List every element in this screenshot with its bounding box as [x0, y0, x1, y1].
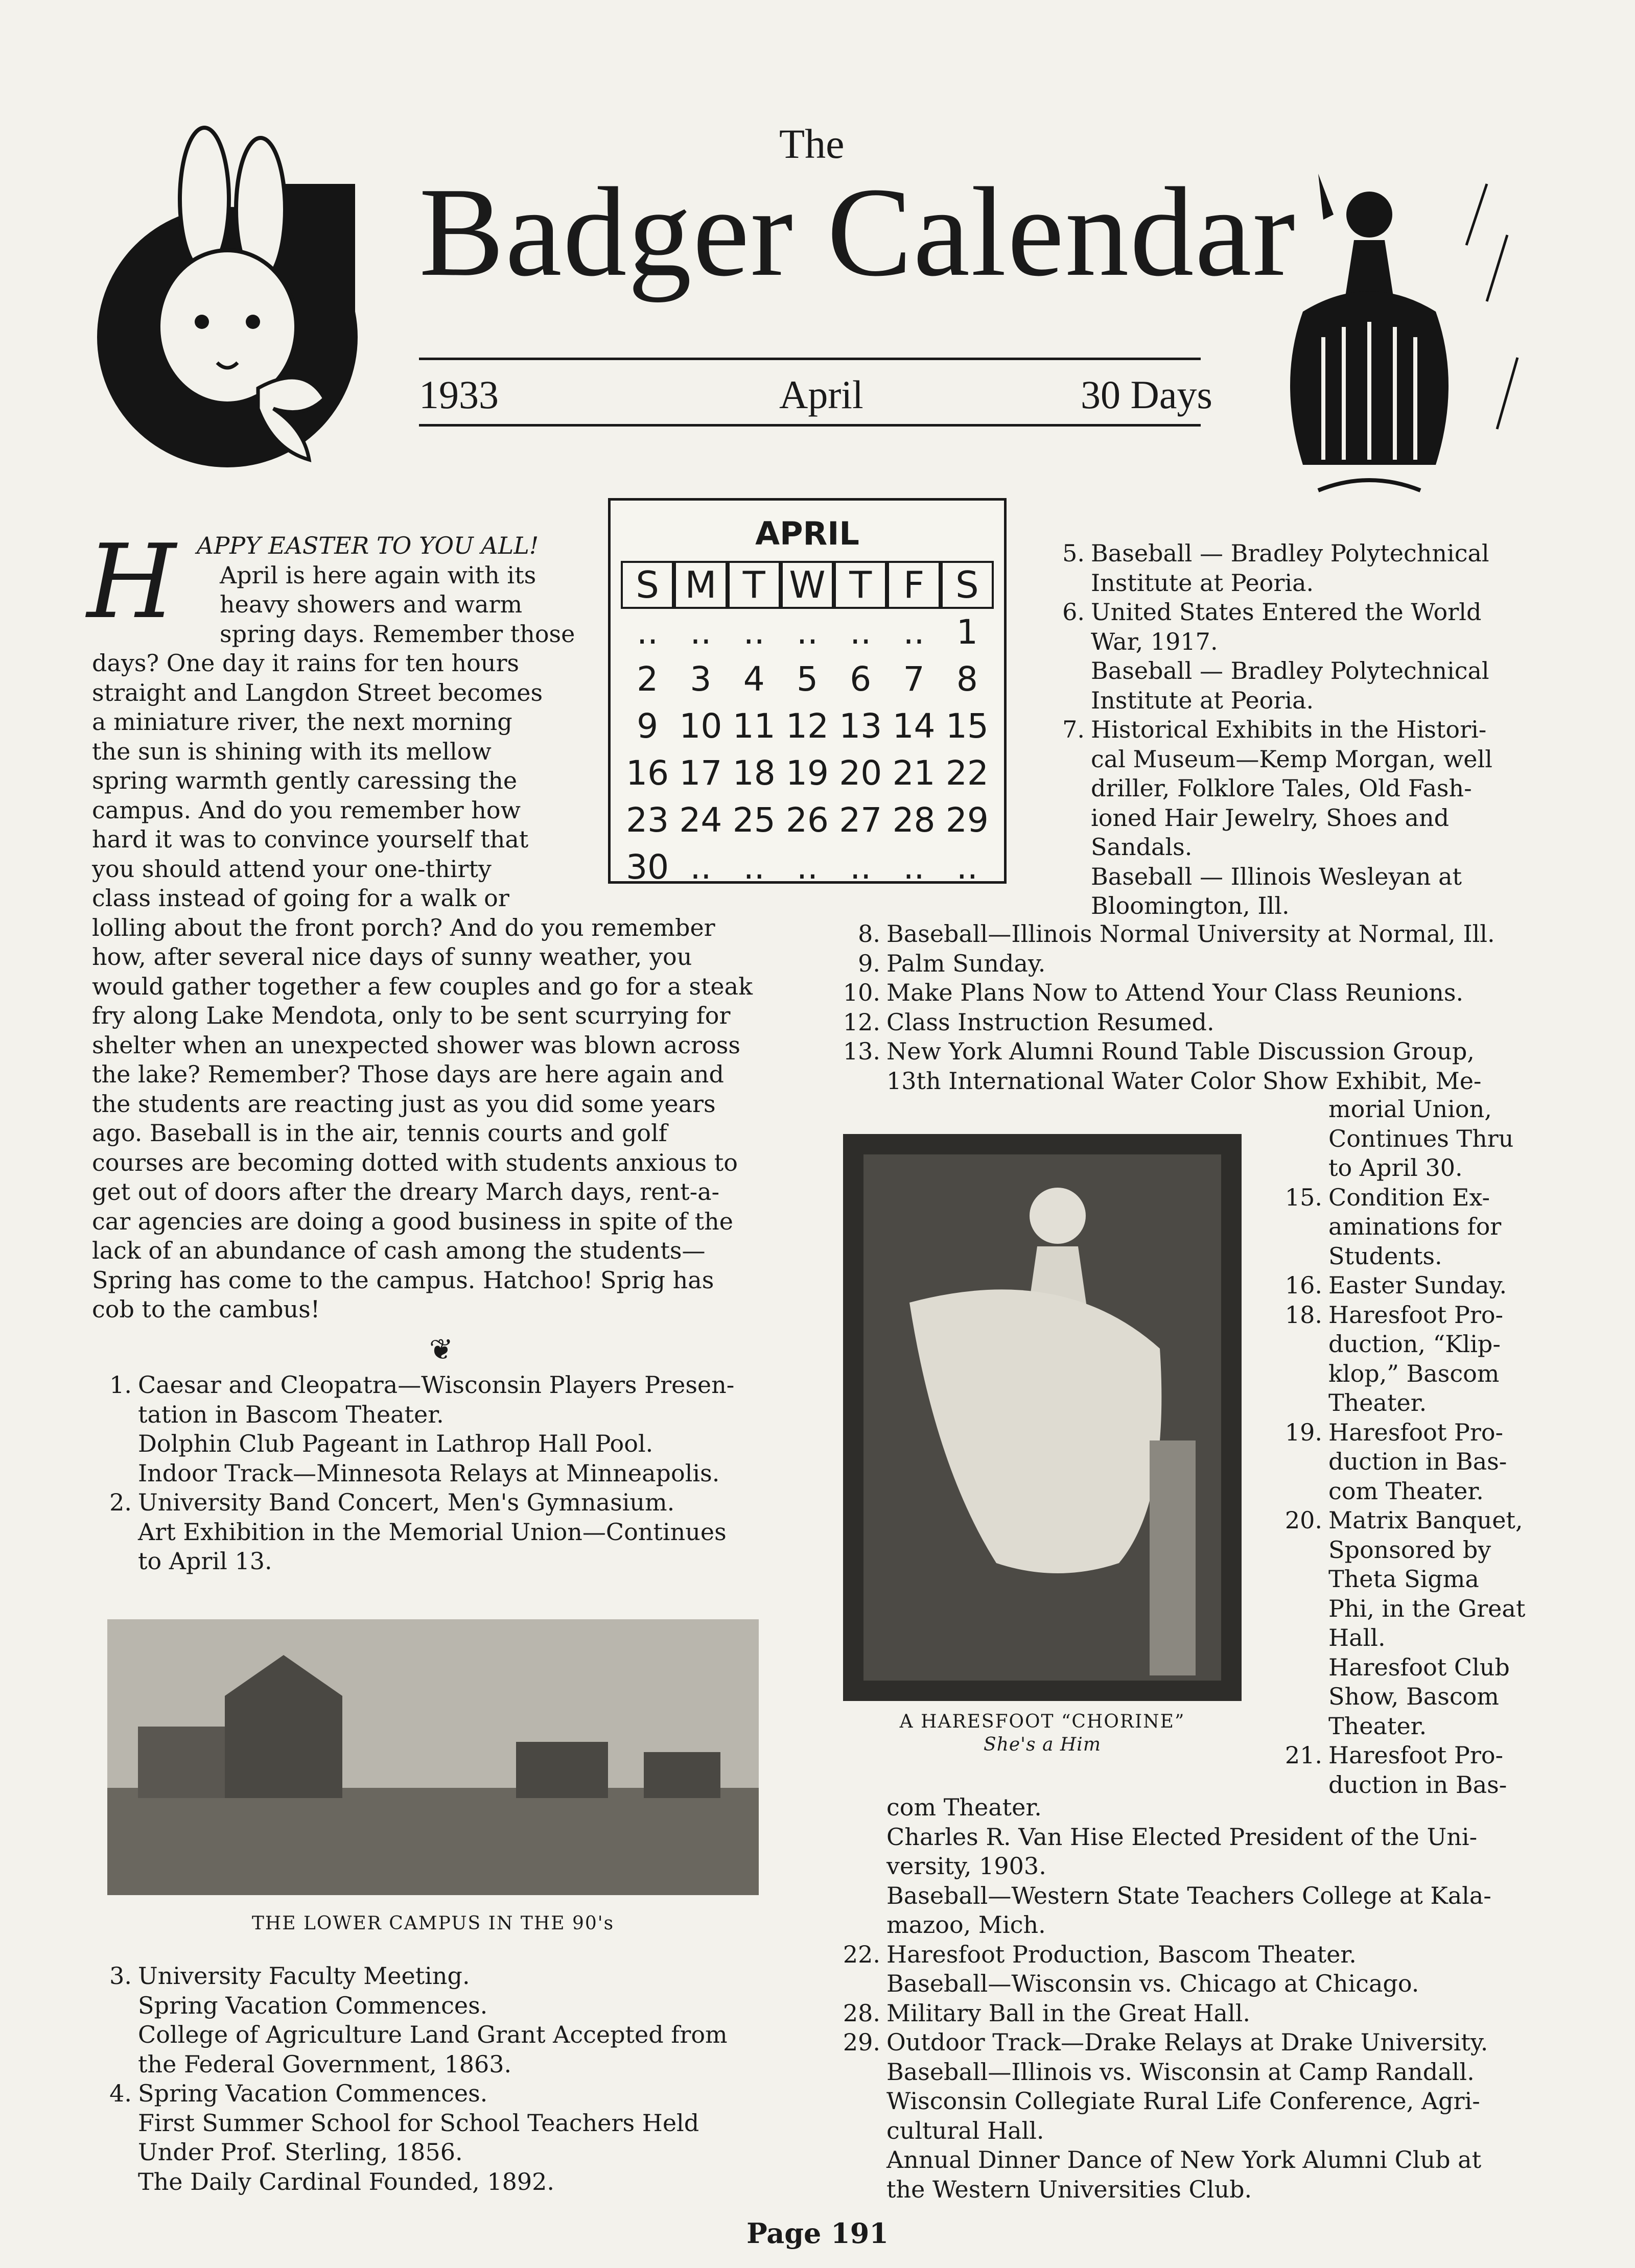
calendar-day: 25 — [732, 800, 776, 840]
haresfoot-chorine-photo — [843, 1134, 1242, 1701]
calendar-day: .. — [797, 847, 818, 887]
intro-line: the lake? Remember? Those days are here again and — [92, 1060, 724, 1088]
event-line: Theater. — [1328, 1712, 1427, 1740]
event-line: Wisconsin Collegiate Rural Life Conference, Agri- — [886, 2087, 1480, 2115]
right-events-d — [823, 1793, 1533, 2204]
event-day-number: 19. — [1284, 1418, 1322, 1446]
calendar-day: 23 — [626, 800, 669, 840]
event-line: Continues Thru — [1328, 1124, 1514, 1152]
event-day-number: 13. — [843, 1037, 880, 1065]
calendar-day: 3 — [690, 659, 712, 699]
ornament-icon: ❦ — [429, 1333, 453, 1366]
calendar-day: 11 — [732, 706, 776, 746]
event-line: Matrix Banquet, — [1328, 1506, 1523, 1534]
event-line: Sandals. — [1091, 833, 1193, 861]
calendar-day: 12 — [786, 706, 829, 746]
event-entry — [823, 978, 1533, 1008]
event-day-number: 20. — [1284, 1506, 1322, 1534]
event-line: Institute at Peoria. — [1091, 569, 1314, 597]
event-line: First Summer School for School Teachers Held — [138, 2109, 699, 2137]
event-line: duction in Bas- — [1328, 1448, 1507, 1475]
calendar-day: 15 — [945, 706, 989, 746]
event-line: Charles R. Van Hise Elected President of the Uni- — [886, 1823, 1478, 1851]
event-line: to April 30. — [1328, 1154, 1463, 1182]
calendar-day: 5 — [796, 659, 818, 699]
calendar-day: .. — [743, 847, 765, 887]
calendar-day: 27 — [839, 800, 882, 840]
event-line: cultural Hall. — [886, 2116, 1044, 2144]
masthead-the: The — [779, 121, 845, 167]
event-entry — [1267, 1506, 1533, 1741]
weekday-label: S — [941, 561, 994, 609]
calendar-day: 7 — [903, 659, 925, 699]
event-entry — [823, 1940, 1533, 1999]
event-line: ioned Hair Jewelry, Shoes and — [1091, 804, 1450, 832]
event-line: Art Exhibition in the Memorial Union—Continues — [138, 1518, 727, 1546]
calendar-day: 20 — [839, 753, 882, 793]
right-events-b — [823, 919, 1533, 1096]
haresfoot-photo-caption: A HARESFOOT “CHORINE” — [899, 1711, 1185, 1732]
intro-line: fry along Lake Mendota, only to be sent scurrying for — [92, 1002, 731, 1029]
event-line: Phi, in the Great — [1328, 1594, 1526, 1622]
event-day-number: 9. — [858, 949, 880, 977]
event-entry — [823, 919, 1533, 949]
event-entry — [823, 2028, 1533, 2204]
calendar-day: 26 — [786, 800, 829, 840]
event-line: Bloomington, Ill. — [1091, 892, 1290, 919]
event-line: Baseball — Illinois Wesleyan at — [1091, 862, 1462, 890]
event-day-number: 7. — [1062, 716, 1085, 743]
event-day-number: 6. — [1062, 598, 1085, 626]
event-line: Sponsored by — [1328, 1535, 1491, 1564]
event-day-number: 18. — [1284, 1301, 1322, 1329]
calendar-day: 6 — [850, 659, 872, 699]
event-line: Students. — [1328, 1242, 1442, 1270]
event-line: Spring Vacation Commences. — [138, 1991, 488, 2019]
event-entry — [823, 1999, 1533, 2028]
calendar-day: 2 — [637, 659, 659, 699]
calendar-day: .. — [903, 847, 925, 887]
event-day-number: 29. — [843, 2028, 880, 2056]
event-line: Dolphin Club Pageant in Lathrop Hall Pool. — [138, 1430, 653, 1457]
event-line: The Daily Cardinal Founded, 1892. — [138, 2167, 555, 2195]
calendar-day: .. — [797, 612, 818, 652]
event-line: Baseball—Illinois Normal University at Normal, Ill. — [886, 920, 1495, 948]
masthead-rule-top — [419, 358, 1201, 360]
event-day-number: 2. — [109, 1489, 132, 1516]
calendar-day: .. — [956, 847, 978, 887]
calendar-day: 1 — [956, 612, 978, 652]
event-line: Spring Vacation Commences. — [138, 2080, 488, 2107]
event-line: com Theater. — [886, 1793, 1042, 1821]
event-day-number: 1. — [109, 1371, 132, 1399]
right-events-c — [1267, 1095, 1533, 1800]
event-day-number: 12. — [843, 1008, 880, 1036]
calendar-day: .. — [690, 612, 712, 652]
event-line: University Faculty Meeting. — [138, 1962, 470, 1990]
weekday-label: T — [728, 561, 781, 609]
event-entry — [1267, 1301, 1533, 1418]
weekday-label: W — [781, 561, 834, 609]
event-line: Palm Sunday. — [886, 949, 1046, 977]
event-line: driller, Folklore Tales, Old Fash- — [1091, 774, 1472, 802]
event-line: Show, Bascom — [1328, 1683, 1499, 1710]
event-entry — [823, 1793, 1533, 1940]
event-line: Historical Exhibits in the Histori- — [1091, 716, 1487, 743]
calendar-day: 24 — [679, 800, 722, 840]
event-entry — [92, 1962, 777, 2079]
event-line: duction, “Klip- — [1328, 1330, 1501, 1358]
weekday-label: T — [834, 561, 887, 609]
intro-line: straight and Langdon Street becomes — [92, 678, 543, 706]
campus-photo-caption: THE LOWER CAMPUS IN THE 90's — [251, 1913, 615, 1934]
calendar-day: 4 — [743, 659, 765, 699]
intro-line: class instead of going for a walk or — [92, 884, 509, 912]
calendar-day: 17 — [679, 753, 722, 793]
calendar-day: 18 — [732, 753, 776, 793]
event-entry — [1267, 1418, 1533, 1506]
calendar-day: 14 — [892, 706, 936, 746]
event-day-number: 3. — [109, 1962, 132, 1990]
event-line: New York Alumni Round Table Discussion Group, — [886, 1037, 1475, 1065]
event-line: Hall. — [1328, 1624, 1386, 1651]
event-line: Haresfoot Pro- — [1328, 1301, 1504, 1329]
intro-line: you should attend your one-thirty — [92, 855, 492, 883]
event-day-number: 4. — [109, 2080, 132, 2107]
event-line: Haresfoot Pro- — [1328, 1418, 1504, 1446]
lower-campus-photo — [107, 1619, 759, 1895]
event-entry — [1055, 539, 1533, 598]
event-day-number: 5. — [1062, 539, 1085, 567]
event-line: Class Instruction Resumed. — [886, 1008, 1214, 1036]
event-entry — [92, 2079, 777, 2196]
calendar-day: .. — [637, 612, 659, 652]
event-line: the Western Universities Club. — [886, 2175, 1252, 2203]
calendar-title: APRIL — [755, 515, 859, 552]
intro-line: campus. And do you remember how — [92, 796, 521, 824]
intro-line: lolling about the front porch? And do you remember — [92, 913, 715, 941]
event-line: Annual Dinner Dance of New York Alumni Club at — [886, 2146, 1482, 2174]
event-line: klop,” Bascom — [1328, 1359, 1500, 1387]
event-line: mazoo, Mich. — [886, 1911, 1046, 1939]
event-line: Institute at Peoria. — [1091, 686, 1314, 714]
intro-line: April is here again with its — [220, 561, 536, 589]
calendar-day: .. — [850, 612, 872, 652]
event-line: 13th International Water Color Show Exhibit, Me- — [886, 1067, 1482, 1095]
intro-line: get out of doors after the dreary March days, rent-a- — [92, 1178, 720, 1206]
masthead-days: 30 Days — [1081, 372, 1212, 417]
masthead-rule-bottom — [419, 424, 1201, 427]
event-entry — [1055, 715, 1533, 921]
event-line: Baseball — Bradley Polytechnical — [1091, 657, 1489, 684]
event-line: United States Entered the World — [1091, 598, 1482, 626]
event-line: aminations for — [1328, 1213, 1502, 1240]
rabbit-illustration — [89, 123, 381, 480]
event-line: versity, 1903. — [886, 1852, 1046, 1880]
intro-line: heavy showers and warm — [220, 590, 523, 618]
event-line: Theta Sigma — [1328, 1565, 1479, 1593]
intro-line: APPY EASTER TO YOU ALL! — [197, 532, 539, 559]
event-line: Baseball—Illinois vs. Wisconsin at Camp Randall. — [886, 2058, 1475, 2086]
calendar-day: 16 — [626, 753, 669, 793]
masthead-year: 1933 — [419, 372, 499, 417]
calendar-day: 9 — [637, 706, 659, 746]
intro-line: days? One day it rains for ten hours — [92, 649, 520, 677]
event-entry — [823, 1037, 1533, 1096]
calendar-day: 28 — [892, 800, 936, 840]
left-events-b — [92, 1962, 777, 2196]
event-entry — [1267, 1095, 1533, 1183]
intro-line: car agencies are doing a good business in spite of the — [92, 1207, 734, 1235]
calendar-day: 8 — [956, 659, 978, 699]
intro-line: Spring has come to the campus. Hatchoo! Sprig has — [92, 1266, 714, 1294]
event-line: University Band Concert, Men's Gymnasium. — [138, 1489, 675, 1516]
event-day-number: 28. — [843, 1999, 880, 2027]
left-events-a — [92, 1371, 777, 1576]
intro-line: the sun is shining with its mellow — [92, 737, 492, 765]
event-line: Easter Sunday. — [1328, 1271, 1507, 1299]
event-day-number: 8. — [858, 920, 880, 948]
event-line: duction in Bas- — [1328, 1770, 1507, 1799]
intro-line: lack of an abundance of cash among the students— — [92, 1237, 706, 1264]
event-day-number: 21. — [1284, 1741, 1322, 1769]
event-day-number: 22. — [843, 1940, 880, 1968]
event-line: Theater. — [1328, 1389, 1427, 1416]
intro-line: courses are becoming dotted with students anxious to — [92, 1148, 738, 1176]
calendar-day: .. — [903, 612, 925, 652]
event-line: Haresfoot Club — [1328, 1653, 1510, 1681]
event-line: Baseball—Wisconsin vs. Chicago at Chicago. — [886, 1970, 1419, 1997]
calendar-day: 19 — [786, 753, 829, 793]
masthead-month: April — [779, 372, 863, 417]
calendar-day: 21 — [892, 753, 936, 793]
event-entry — [1267, 1183, 1533, 1271]
event-line: tation in Bascom Theater. — [138, 1400, 444, 1428]
event-line: morial Union, — [1328, 1095, 1492, 1123]
calendar-day: .. — [743, 612, 765, 652]
event-entry — [92, 1488, 777, 1576]
event-line: Military Ball in the Great Hall. — [886, 1999, 1251, 2027]
event-line: Condition Ex- — [1328, 1183, 1490, 1211]
haresfoot-photo-subtitle: She's a Him — [984, 1734, 1101, 1755]
event-line: Make Plans Now to Attend Your Class Reunions. — [886, 979, 1464, 1006]
event-line: com Theater. — [1328, 1477, 1484, 1505]
intro-line: cob to the cambus! — [92, 1295, 320, 1323]
event-line: Under Prof. Sterling, 1856. — [138, 2138, 463, 2166]
intro-line: a miniature river, the next morning — [92, 708, 512, 736]
masthead-title: Badger Calendar — [419, 161, 1296, 303]
intro-line: hard it was to convince yourself that — [92, 825, 529, 853]
calendar-day: .. — [690, 847, 712, 887]
intro-line: how, after several nice days of sunny weather, you — [92, 943, 692, 971]
event-entry — [823, 949, 1533, 979]
intro-line: spring days. Remember those — [220, 620, 575, 648]
event-line: the Federal Government, 1863. — [138, 2050, 512, 2078]
weekday-label: M — [674, 561, 727, 609]
event-line: Outdoor Track—Drake Relays at Drake University. — [886, 2028, 1488, 2056]
intro-paragraph — [92, 531, 777, 1325]
event-entry — [1267, 1741, 1533, 1800]
calendar-day: 30 — [626, 847, 669, 887]
intro-line: shelter when an unexpected shower was blown across — [92, 1031, 740, 1059]
event-line: College of Agriculture Land Grant Accepted from — [138, 2021, 728, 2048]
calendar-day: .. — [850, 847, 872, 887]
page-number: Page 191 — [746, 2217, 889, 2250]
event-day-number: 15. — [1284, 1183, 1322, 1211]
calendar-day: 13 — [839, 706, 882, 746]
event-entry — [823, 1008, 1533, 1037]
right-events-a — [1055, 539, 1533, 921]
weekday-label: F — [887, 561, 940, 609]
event-line: War, 1917. — [1091, 627, 1218, 655]
event-line: cal Museum—Kemp Morgan, well — [1091, 745, 1492, 773]
intro-line: would gather together a few couples and go for a steak — [92, 972, 753, 1000]
event-line: Baseball — Bradley Polytechnical — [1091, 539, 1489, 567]
calendar-day: 10 — [679, 706, 722, 746]
intro-line: spring warmth gently caressing the — [92, 767, 518, 794]
weekday-label: S — [621, 561, 674, 609]
event-line: Indoor Track—Minnesota Relays at Minneapolis. — [138, 1459, 720, 1487]
event-entry — [92, 1371, 777, 1488]
intro-line: ago. Baseball is in the air, tennis courts and golf — [92, 1119, 667, 1147]
event-line: to April 13. — [138, 1547, 272, 1575]
event-day-number: 16. — [1284, 1271, 1322, 1299]
event-entry — [1055, 598, 1533, 715]
event-line: Baseball—Western State Teachers College at Kala- — [886, 1881, 1491, 1909]
event-entry — [1267, 1271, 1533, 1301]
calendar-day: 22 — [945, 753, 989, 793]
intro-line: the students are reacting just as you did some years — [92, 1090, 716, 1118]
event-line: Haresfoot Pro- — [1328, 1741, 1504, 1769]
event-day-number: 10. — [843, 979, 880, 1006]
intro-dropcap: H — [87, 523, 176, 642]
event-line: Haresfoot Production, Bascom Theater. — [886, 1940, 1357, 1968]
event-line: Caesar and Cleopatra—Wisconsin Players Presen- — [138, 1371, 735, 1399]
calendar-day: 29 — [945, 800, 989, 840]
